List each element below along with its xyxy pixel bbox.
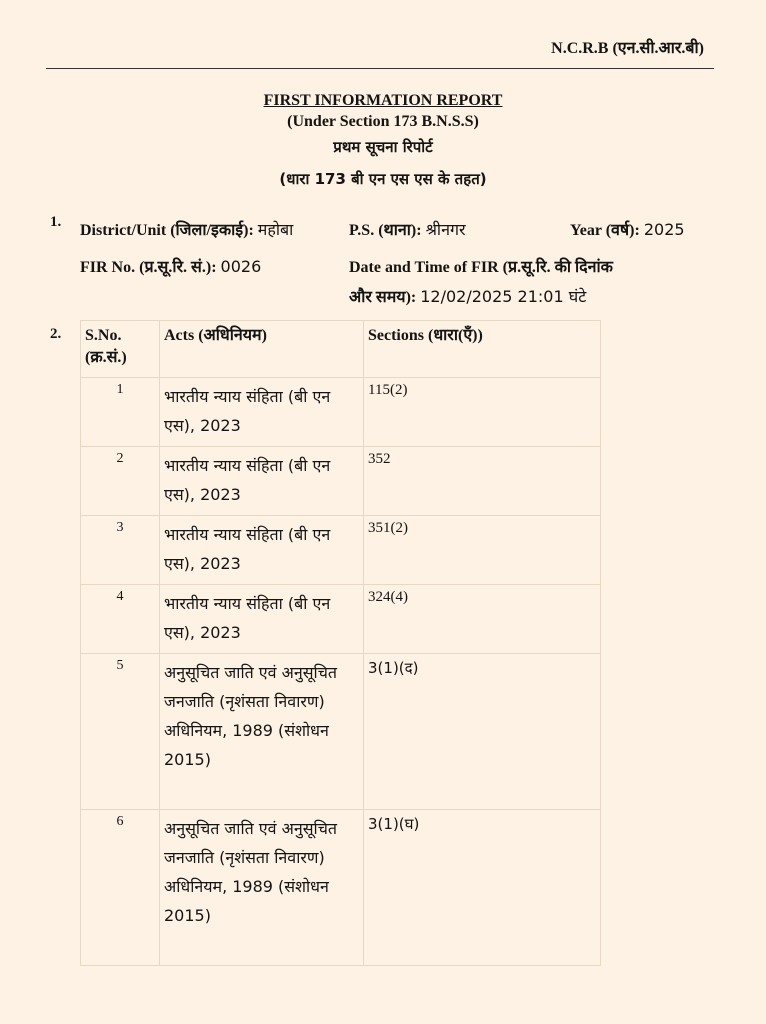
table-row (81, 654, 601, 810)
section-1-number: 1. (50, 214, 62, 230)
year-value: 2025 (643, 220, 685, 239)
fir-number-field (80, 255, 261, 277)
section-2-number: 2. (50, 326, 62, 342)
row-act: भारतीय न्याय संहिता (बी एन एस), 2023 (160, 378, 364, 447)
year-field (570, 218, 685, 240)
table-header-row (81, 321, 601, 378)
row-act: भारतीय न्याय संहिता (बी एन एस), 2023 (160, 516, 364, 585)
fir-datetime-field (349, 285, 586, 307)
header-divider (46, 68, 714, 69)
fir-datetime-label-line1: Date and Time of FIR (प्र.सू.रि. की दिनांक (349, 259, 613, 276)
report-subtitle: (Under Section 173 B.N.S.S) (287, 113, 479, 130)
district-label: District/Unit (जिला/इकाई): (80, 222, 254, 239)
row-section: 115(2) (364, 378, 601, 447)
row-sno: 5 (81, 654, 160, 810)
sno-header: S.No. (क्र.सं.) (81, 321, 160, 378)
row-act: भारतीय न्याय संहिता (बी एन एस), 2023 (160, 447, 364, 516)
fir-datetime-value: 12/02/2025 21:01 घंटे (420, 287, 587, 306)
report-title: FIRST INFORMATION REPORT (263, 92, 503, 109)
row-act: भारतीय न्याय संहिता (बी एन एस), 2023 (160, 585, 364, 654)
fir-label: FIR No. (प्र.सू.रि. सं.): (80, 259, 217, 276)
acts-sections-table (80, 320, 601, 966)
row-sno: 3 (81, 516, 160, 585)
table-row (81, 516, 601, 585)
report-subtitle-hindi: (धारा 173 बी एन एस एस के तहत) (279, 170, 487, 188)
row-sno: 1 (81, 378, 160, 447)
row-sno: 4 (81, 585, 160, 654)
table-row (81, 585, 601, 654)
row-sno: 6 (81, 810, 160, 966)
row-section: 3(1)(घ) (364, 810, 601, 966)
row-section: 351(2) (364, 516, 601, 585)
district-value: महोबा (257, 220, 294, 239)
row-section: 324(4) (364, 585, 601, 654)
fir-datetime-label-line2: और समय): (349, 289, 417, 306)
row-act: अनुसूचित जाति एवं अनुसूचित जनजाति (नृशंसता निवारण) अधिनियम, 1989 (संशोधन 2015) (160, 654, 364, 810)
year-label: Year (वर्ष): (570, 222, 640, 239)
row-section: 3(1)(द) (364, 654, 601, 810)
table-row (81, 378, 601, 447)
table-row (81, 447, 601, 516)
fir-value: 0026 (220, 257, 262, 276)
report-title-hindi: प्रथम सूचना रिपोर्ट (333, 138, 433, 156)
ps-value: श्रीनगर (425, 220, 466, 239)
sections-header: Sections (धारा(एँ)) (364, 321, 601, 378)
ps-label: P.S. (थाना): (349, 222, 422, 239)
org-header: N.C.R.B (एन.सी.आर.बी) (551, 40, 704, 57)
police-station-field (349, 218, 466, 240)
row-section: 352 (364, 447, 601, 516)
row-sno: 2 (81, 447, 160, 516)
district-field (80, 218, 293, 240)
table-row (81, 810, 601, 966)
row-act: अनुसूचित जाति एवं अनुसूचित जनजाति (नृशंसता निवारण) अधिनियम, 1989 (संशोधन 2015) (160, 810, 364, 966)
acts-header: Acts (अधिनियम) (160, 321, 364, 378)
